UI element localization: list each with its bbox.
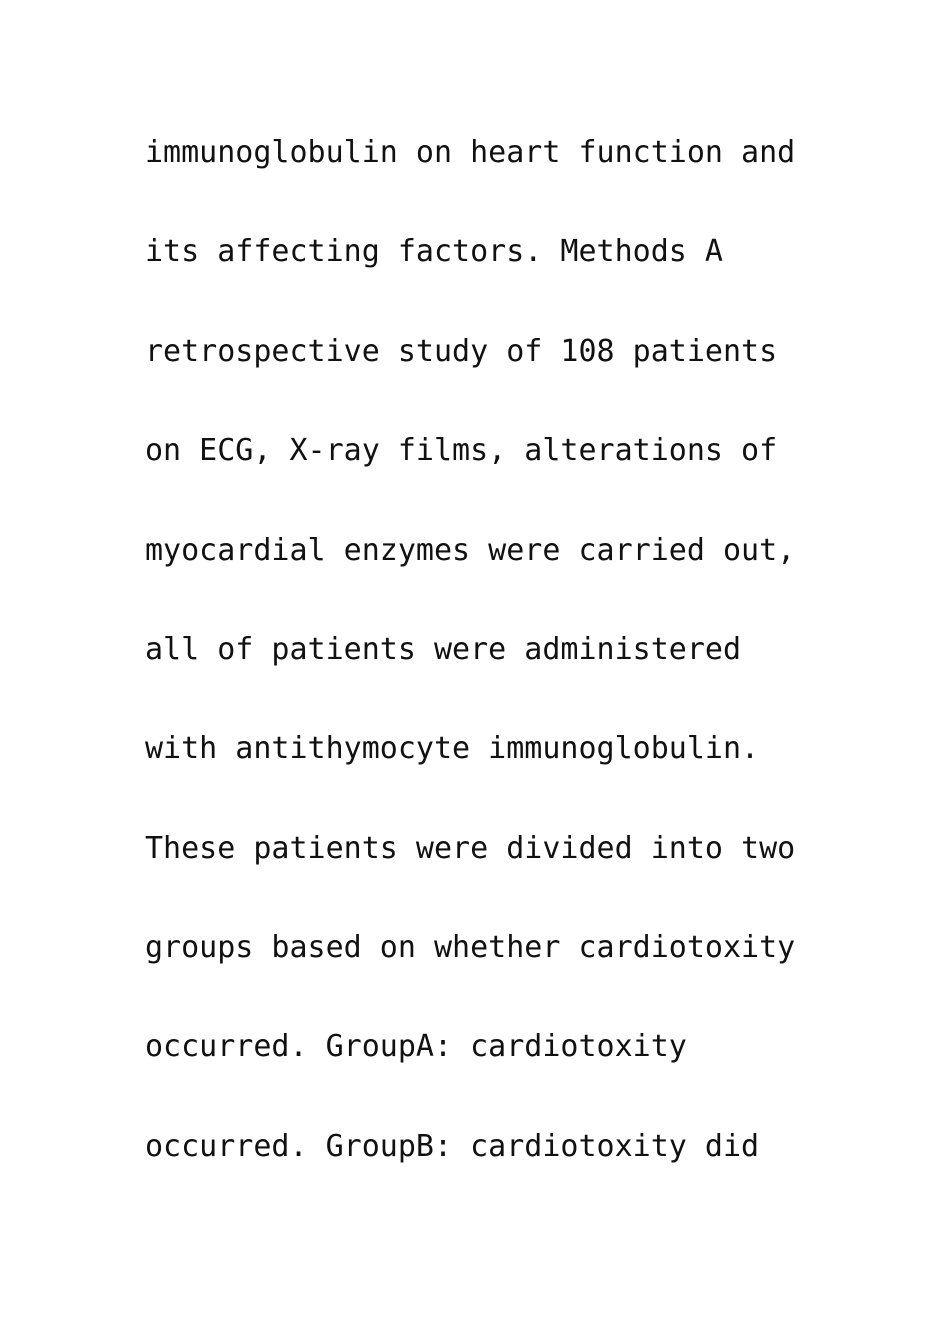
text-line-6: all of patients were administered: [145, 631, 742, 667]
text-line-8: These patients were divided into two: [145, 830, 796, 866]
text-line-5: myocardial enzymes were carried out,: [145, 532, 796, 568]
text-line-11: occurred. GroupB: cardiotoxity did: [145, 1128, 760, 1164]
text-line-2: its affecting factors. Methods A: [145, 234, 723, 270]
abstract-text: [145, 128, 825, 1221]
text-line-7: with antithymocyte immunoglobulin.: [145, 731, 760, 767]
text-line-4: on ECG, X-ray films, alterations of: [145, 433, 778, 469]
text-line-1: immunoglobulin on heart function and: [145, 135, 796, 170]
text-line-3: retrospective study of 108 patients: [145, 333, 778, 369]
text-line-10: occurred. GroupA: cardiotoxity: [145, 1029, 687, 1065]
text-line-9: groups based on whether cardiotoxity: [145, 930, 796, 965]
